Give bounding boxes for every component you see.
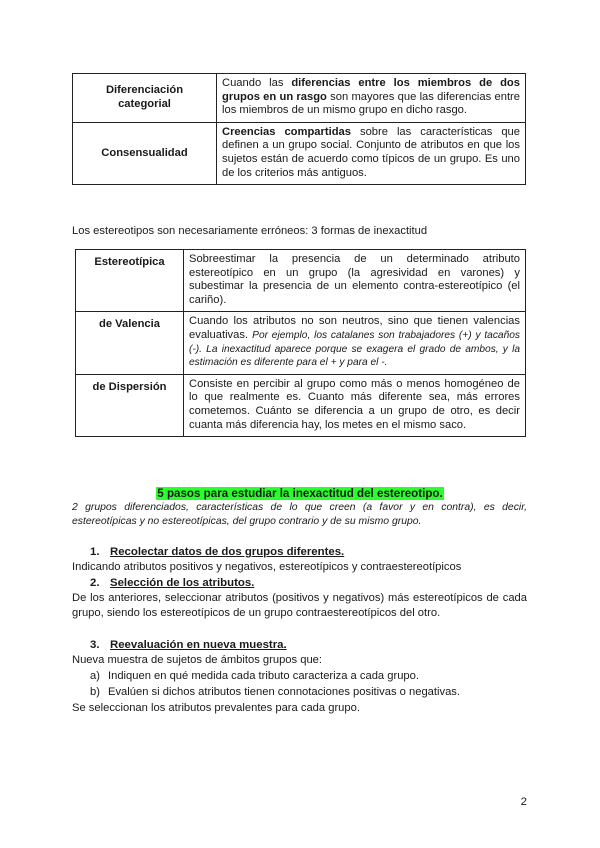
- section-title: 5 pasos para estudiar la inexactitud del estereotipo.: [157, 487, 443, 500]
- row-label: Consensualidad: [73, 122, 217, 184]
- page-number: 2: [520, 796, 527, 808]
- step-2-body: De los anteriores, seleccionar atributos (positivos y negativos) más estereotípicos de cada grupo, siendo los estereotípicos de un grupo contraestereotípicos del otro.: [72, 592, 527, 619]
- inexactitud-heading: Los estereotipos son necesariamente erróneos: 3 formas de inexactitud: [72, 225, 428, 237]
- step-1-body: Indicando atributos positivos y negativos, estereotípicos y contraestereotípicos: [72, 561, 462, 573]
- row-label: Diferenciación categorial: [73, 74, 217, 123]
- step-3-heading: 3. Reevaluación en nueva muestra.: [90, 639, 287, 651]
- step-1-heading: 1. Recolectar datos de dos grupos diferentes.: [90, 546, 345, 558]
- step-2-heading: 2. Selección de los atributos.: [90, 577, 255, 589]
- definitions-table: [72, 73, 526, 185]
- row-label: Estereotípica: [76, 250, 184, 312]
- row-label: de Valencia: [76, 312, 184, 374]
- inexactitud-table: [75, 249, 526, 437]
- table-row: [76, 312, 526, 374]
- step-3-body: Nueva muestra de sujetos de ámbitos grupos que:: [72, 654, 322, 666]
- row-text: Cuando los atributos no son neutros, sino que tienen valencias evaluativas. Por ejemplo, los catalanes son trabajadores (+) y tacaños (-). La inexactitud aparece porque se exagera el grado de ambos, y la estimación es diferente para el + y para el -.: [184, 312, 526, 374]
- table-row: [73, 74, 526, 123]
- table-row: [73, 122, 526, 184]
- row-text: Creencias compartidas sobre las características que definen a un grupo social. Conjunto de atributos en que los sujetos están de acuerdo como típicos de un grupo. Es uno de los criterios más antiguos.: [217, 122, 526, 184]
- row-text: Consiste en percibir al grupo como más o menos homogéneo de lo que realmente es. Cuanto más diferente sea, más errores cometemos. Cuánto se diferencia a un grupo de otro, es decir cuanta más diferencia hay, los metes en el mismo saco.: [184, 374, 526, 436]
- table-row: [76, 250, 526, 312]
- step-3-closing: Se seleccionan los atributos prevalentes para cada grupo.: [72, 702, 360, 714]
- row-label: de Dispersión: [76, 374, 184, 436]
- row-text: Sobreestimar la presencia de un determinado atributo estereotípico en un grupo (la agresividad en varones) y subestimar la presencia de un elemento contra-estereotípico (el cariño).: [184, 250, 526, 312]
- step-3-subitem-a: a) Indiquen en qué medida cada tributo caracteriza a cada grupo.: [90, 670, 419, 682]
- table-row: [76, 374, 526, 436]
- row-text: Cuando las diferencias entre los miembros de dos grupos en un rasgo son mayores que las diferencias entre los miembros de un mismo grupo en dicho rasgo.: [217, 74, 526, 123]
- section-intro: 2 grupos diferenciados, características de lo que creen (a favor y en contra), es decir, estereotípicas y no estereotípicas, del grupo contrario y de su mismo grupo.: [72, 502, 527, 528]
- step-3-subitem-b: b) Evalúen si dichos atributos tienen connotaciones positivas o negativas.: [90, 686, 461, 698]
